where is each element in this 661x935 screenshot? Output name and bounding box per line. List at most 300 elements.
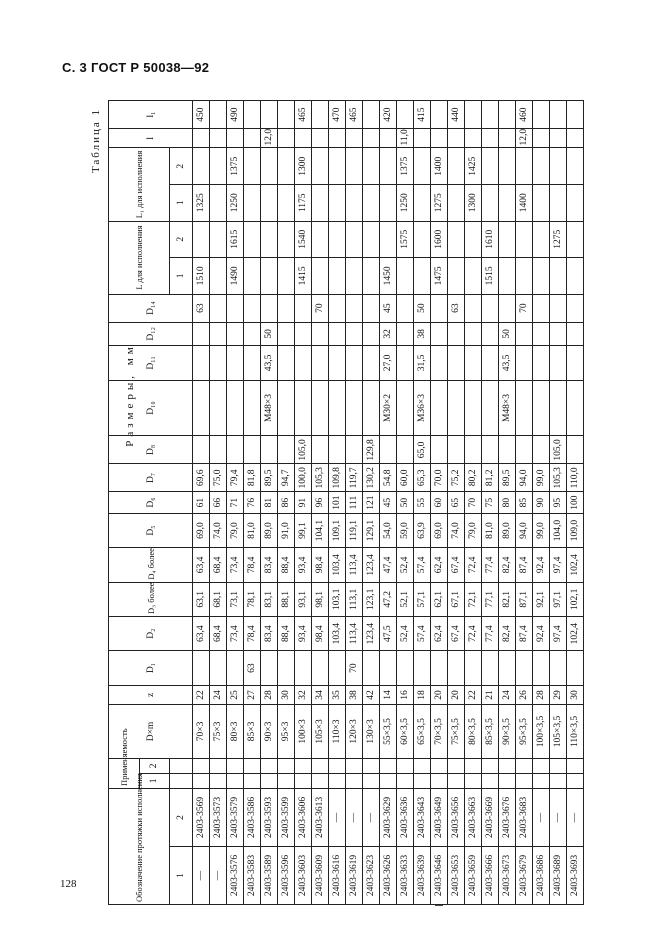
table-cell: 78,4 — [244, 548, 261, 582]
table-cell: 420 — [380, 101, 397, 129]
table-cell: 89,5 — [261, 464, 278, 492]
table-cell: 72,4 — [465, 548, 482, 582]
table-row — [312, 101, 329, 905]
table-cell: 1515 — [482, 258, 499, 295]
table-cell: 18 — [414, 685, 431, 704]
table-cell: 103,4 — [329, 616, 346, 650]
table-cell: 61 — [193, 492, 210, 513]
table-row — [346, 101, 363, 905]
table-cell: 69,6 — [193, 464, 210, 492]
table-cell: 68,4 — [210, 616, 227, 650]
table-cell: 77,1 — [482, 582, 499, 616]
table-cell: 74,0 — [448, 513, 465, 547]
table-row — [465, 101, 482, 905]
table-cell: 2403-3686 — [533, 846, 550, 904]
table-cell: 28 — [261, 685, 278, 704]
table-cell: 72,4 — [465, 616, 482, 650]
table-cell: 89,0 — [261, 513, 278, 547]
table-cell: 25 — [227, 685, 244, 704]
col-d10: D₁₀ — [109, 380, 193, 436]
table-cell: 2403-3586 — [244, 788, 261, 846]
col-d3: D₃ более — [109, 582, 193, 616]
table-cell: 75,2 — [448, 464, 465, 492]
table-row — [261, 101, 278, 905]
footer-dash — [435, 905, 443, 906]
table-cell: 1475 — [431, 258, 448, 295]
table-cell: 2403-3673 — [499, 846, 516, 904]
table-cell: 1375 — [397, 148, 414, 185]
col-z: z — [109, 685, 193, 704]
table-cell: 1250 — [227, 185, 244, 222]
table-cell: 30 — [567, 685, 584, 704]
table-cell: 79,0 — [465, 513, 482, 547]
table-cell: 100,0 — [295, 464, 312, 492]
table-cell: 65,3 — [414, 464, 431, 492]
table-cell: 103,4 — [329, 548, 346, 582]
table-cell: 57,4 — [414, 548, 431, 582]
table-cell: 105×3 — [312, 705, 329, 759]
table-cell: 2403-3599 — [278, 788, 295, 846]
table-cell: 69,0 — [431, 513, 448, 547]
table-cell: 60×3,5 — [397, 705, 414, 759]
table-cell: 465 — [346, 101, 363, 129]
table-cell: 100 — [567, 492, 584, 513]
table-cell: — — [346, 788, 363, 846]
table-cell: 32 — [295, 685, 312, 704]
table-cell: 91,0 — [278, 513, 295, 547]
table-cell: 93,4 — [295, 616, 312, 650]
table-cell: 2403-3619 — [346, 846, 363, 904]
table-cell: 460 — [516, 101, 533, 129]
table-cell: 38 — [346, 685, 363, 704]
table-cell: 27,0 — [380, 346, 397, 380]
table-cell: 123,4 — [363, 548, 380, 582]
table-cell: 100×3,5 — [533, 705, 550, 759]
table-cell: 1300 — [295, 148, 312, 185]
col-app1: 1 — [139, 773, 170, 788]
table-cell: 94,0 — [516, 513, 533, 547]
table-cell: 35 — [329, 685, 346, 704]
table-cell: 2403-3583 — [244, 846, 261, 904]
col-d2: D₂ — [109, 616, 193, 650]
table-cell: 60,0 — [397, 464, 414, 492]
table-row — [499, 101, 516, 905]
table-cell: 2403-3569 — [193, 788, 210, 846]
table-cell: 1325 — [193, 185, 210, 222]
table-cell: 73,4 — [227, 548, 244, 582]
table-cell: 87,4 — [516, 548, 533, 582]
table-cell: 2403-3679 — [516, 846, 533, 904]
table-cell: 1510 — [193, 258, 210, 295]
table-cell: 2403-3573 — [210, 788, 227, 846]
table-cell: 1415 — [295, 258, 312, 295]
table-cell: 1275 — [550, 221, 567, 258]
table-cell: 90×3 — [261, 705, 278, 759]
table-cell: 102,1 — [567, 582, 584, 616]
table-cell: 81 — [261, 492, 278, 513]
table-cell: 129,8 — [363, 436, 380, 464]
table-cell: 105,3 — [550, 464, 567, 492]
table-cell: 90 — [533, 492, 550, 513]
table-cell: — — [550, 788, 567, 846]
table-cell: 70 — [312, 294, 329, 322]
table-cell: 80×3,5 — [465, 705, 482, 759]
table-cell: 79,4 — [227, 464, 244, 492]
table-cell: 62,4 — [431, 616, 448, 650]
table-cell: 2403-3639 — [414, 846, 431, 904]
table-cell: 1300 — [465, 185, 482, 222]
table-cell: 70 — [465, 492, 482, 513]
table-cell: 70,0 — [431, 464, 448, 492]
table-cell: — — [193, 846, 210, 904]
table-cell: 2403-3653 — [448, 846, 465, 904]
col-small-l: l — [109, 129, 193, 148]
table-cell: 2403-3689 — [550, 846, 567, 904]
col-d1: D₁ — [109, 651, 193, 685]
col-l1-exec2: 2 — [170, 148, 193, 185]
table-cell: 82,1 — [499, 582, 516, 616]
table-cell: 440 — [448, 101, 465, 129]
table-cell: 2403-3593 — [261, 788, 278, 846]
table-cell: 73,4 — [227, 616, 244, 650]
table-cell: 20 — [448, 685, 465, 704]
table-cell: 89,0 — [499, 513, 516, 547]
table-cell: 77,4 — [482, 548, 499, 582]
table-cell: 87,4 — [516, 616, 533, 650]
table-cell: 22 — [465, 685, 482, 704]
table-cell: 105,0 — [550, 436, 567, 464]
table-cell: 2403-3636 — [397, 788, 414, 846]
table-cell: 38 — [414, 322, 431, 346]
table-cell: 75,0 — [210, 464, 227, 492]
table-cell: 111 — [346, 492, 363, 513]
table-body — [193, 101, 584, 905]
table-cell: 2403-3603 — [295, 846, 312, 904]
table-cell: 54,8 — [380, 464, 397, 492]
col-d4: D₄ более — [109, 548, 193, 582]
table-cell: 119,7 — [346, 464, 363, 492]
table-cell: 81,0 — [482, 513, 499, 547]
table-cell: 2403-3663 — [465, 788, 482, 846]
col-small-l1: l₁ — [109, 101, 193, 129]
table-cell: 120×3 — [346, 705, 363, 759]
table-row — [431, 101, 448, 905]
table-cell: 60 — [431, 492, 448, 513]
table-cell: 70×3,5 — [431, 705, 448, 759]
table-cell: 90×3,5 — [499, 705, 516, 759]
table-cell: 75×3 — [210, 705, 227, 759]
table-cell: 63,9 — [414, 513, 431, 547]
table-cell: 1400 — [516, 185, 533, 222]
table-cell: 63,1 — [193, 582, 210, 616]
table-cell: 98,4 — [312, 616, 329, 650]
table-cell: 94,0 — [516, 464, 533, 492]
table-cell: 85×3 — [244, 705, 261, 759]
table-cell: 78,4 — [244, 616, 261, 650]
col-l1: L₁ для исполнения — [109, 148, 170, 221]
table-cell: 47,5 — [380, 616, 397, 650]
table-cell: 70 — [346, 651, 363, 685]
table-cell: 91 — [295, 492, 312, 513]
col-l-exec2: 2 — [170, 221, 193, 258]
table-row — [397, 101, 414, 905]
table-cell: 2403-3656 — [448, 788, 465, 846]
table-cell: 29 — [550, 685, 567, 704]
col-d12: D₁₂ — [109, 322, 193, 346]
table-cell: 96 — [312, 492, 329, 513]
table-cell: 74,0 — [210, 513, 227, 547]
table-cell: 73,1 — [227, 582, 244, 616]
table-cell: 78,1 — [244, 582, 261, 616]
table-cell: 1275 — [431, 185, 448, 222]
table-cell: 1250 — [397, 185, 414, 222]
table-cell: 85×3,5 — [482, 705, 499, 759]
table-row — [244, 101, 261, 905]
table-cell: 2403-3643 — [414, 788, 431, 846]
table-cell: 67,1 — [448, 582, 465, 616]
table-cell: 43,5 — [499, 346, 516, 380]
col-d11: D₁₁ — [109, 346, 193, 380]
table-cell: 110×3 — [329, 705, 346, 759]
table-cell: 82,4 — [499, 616, 516, 650]
table-row — [482, 101, 499, 905]
col-l: L для исполнения — [109, 221, 170, 294]
table-cell: 109,8 — [329, 464, 346, 492]
table-row — [380, 101, 397, 905]
table-cell: M48×3 — [499, 380, 516, 436]
table-cell: 32 — [380, 322, 397, 346]
table-cell: 2403-3613 — [312, 788, 329, 846]
table-cell: 63,4 — [193, 616, 210, 650]
table-cell: 490 — [227, 101, 244, 129]
table-cell: — — [363, 788, 380, 846]
table-cell: 87,1 — [516, 582, 533, 616]
table-cell: 100×3 — [295, 705, 312, 759]
table-cell: 2403-3606 — [295, 788, 312, 846]
table-cell: 104,0 — [550, 513, 567, 547]
table-cell: 81,8 — [244, 464, 261, 492]
table-cell: 1540 — [295, 221, 312, 258]
table-cell: 24 — [210, 685, 227, 704]
table-cell: 62,1 — [431, 582, 448, 616]
table-cell: 99,0 — [533, 513, 550, 547]
table-cell: 27 — [244, 685, 261, 704]
table-cell: — — [210, 846, 227, 904]
table-cell: 2403-3596 — [278, 846, 295, 904]
table-cell: 95 — [550, 492, 567, 513]
col-designation: Обозначение протяжки исполнения — [109, 788, 170, 904]
table-cell: 93,1 — [295, 582, 312, 616]
table-cell: 121 — [363, 492, 380, 513]
table-cell: 2403-3646 — [431, 846, 448, 904]
table-row — [550, 101, 567, 905]
table-cell: 16 — [397, 685, 414, 704]
dimensions-table — [108, 100, 584, 905]
col-l-exec1: 1 — [170, 258, 193, 295]
table-cell: 65,0 — [414, 436, 431, 464]
table-caption: Таблица 1 — [90, 108, 102, 174]
table-cell: 1400 — [431, 148, 448, 185]
table-cell: 81,0 — [244, 513, 261, 547]
table-cell: 2403-3626 — [380, 846, 397, 904]
table-cell: 1575 — [397, 221, 414, 258]
table-cell: 2403-3629 — [380, 788, 397, 846]
col-l1-exec1: 1 — [170, 185, 193, 222]
table-cell: 52,4 — [397, 616, 414, 650]
table-cell: 85 — [516, 492, 533, 513]
table-cell: 2403-3659 — [465, 846, 482, 904]
table-cell: 92,1 — [533, 582, 550, 616]
table-cell: 2403-3683 — [516, 788, 533, 846]
table-cell: 2403-3649 — [431, 788, 448, 846]
table-cell: 45 — [380, 294, 397, 322]
table-cell: 92,4 — [533, 548, 550, 582]
table-row — [278, 101, 295, 905]
table-cell: 52,1 — [397, 582, 414, 616]
table-cell: 69,0 — [193, 513, 210, 547]
table-cell: 30 — [278, 685, 295, 704]
table-cell: 103,1 — [329, 582, 346, 616]
table-cell: 101 — [329, 492, 346, 513]
table-cell: 2403-3676 — [499, 788, 516, 846]
table-cell: 63 — [193, 294, 210, 322]
table-cell: 1425 — [465, 148, 482, 185]
table-cell: 129,1 — [363, 513, 380, 547]
table-row — [363, 101, 380, 905]
col-exec2: 2 — [170, 788, 193, 846]
table-cell: 95×3 — [278, 705, 295, 759]
table-cell: 72,1 — [465, 582, 482, 616]
col-d7: D₇ — [109, 464, 193, 492]
table-row — [210, 101, 227, 905]
table-cell: 130×3 — [363, 705, 380, 759]
table-row — [193, 101, 210, 905]
table-cell: 98,1 — [312, 582, 329, 616]
col-app2: 2 — [139, 758, 170, 773]
table-cell: 24 — [499, 685, 516, 704]
table-cell: 82,4 — [499, 548, 516, 582]
table-cell: 110,0 — [567, 464, 584, 492]
table-cell: 1610 — [482, 221, 499, 258]
table-cell: 2403-3579 — [227, 788, 244, 846]
table-cell: 450 — [193, 101, 210, 129]
table-cell: 80,2 — [465, 464, 482, 492]
table-cell: 62,4 — [431, 548, 448, 582]
table-cell: 1450 — [380, 258, 397, 295]
table-cell: 42 — [363, 685, 380, 704]
table-cell: — — [329, 788, 346, 846]
table-cell: 2403-3623 — [363, 846, 380, 904]
table-cell: 79,0 — [227, 513, 244, 547]
table-cell: 65×3,5 — [414, 705, 431, 759]
table-cell: 99,1 — [295, 513, 312, 547]
table-cell: 12,0 — [261, 129, 278, 148]
table-cell: 123,1 — [363, 582, 380, 616]
table-cell: 57,4 — [414, 616, 431, 650]
table-cell: 63 — [244, 651, 261, 685]
table-cell: 59,0 — [397, 513, 414, 547]
table-cell: 83,4 — [261, 616, 278, 650]
table-cell: 98,4 — [312, 548, 329, 582]
table-cell: 110×3,5 — [567, 705, 584, 759]
table-cell: 76 — [244, 492, 261, 513]
col-exec1: 1 — [170, 846, 193, 904]
table-cell: 31,5 — [414, 346, 431, 380]
table-cell: 80×3 — [227, 705, 244, 759]
table-cell: 2403-3633 — [397, 846, 414, 904]
table-cell: 97,1 — [550, 582, 567, 616]
col-d5: D₅ — [109, 513, 193, 547]
table-cell: M48×3 — [261, 380, 278, 436]
table-cell: 102,4 — [567, 548, 584, 582]
table-cell: 88,4 — [278, 548, 295, 582]
table-cell: 94,7 — [278, 464, 295, 492]
table-cell: 89,5 — [499, 464, 516, 492]
table-cell: 2403-3666 — [482, 846, 499, 904]
page-number: 128 — [60, 878, 77, 890]
table-cell: 68,4 — [210, 548, 227, 582]
table-cell: 109,0 — [567, 513, 584, 547]
table-cell: 99,0 — [533, 464, 550, 492]
table-cell: 57,1 — [414, 582, 431, 616]
table-cell: 28 — [533, 685, 550, 704]
table-cell: 20 — [431, 685, 448, 704]
table-cell: 52,4 — [397, 548, 414, 582]
table-cell: 86 — [278, 492, 295, 513]
table-cell: 93,4 — [295, 548, 312, 582]
col-applicability: Применяемость — [109, 758, 140, 788]
table-cell: 105,0 — [295, 436, 312, 464]
table-cell: 66 — [210, 492, 227, 513]
table-cell: 55 — [414, 492, 431, 513]
table-cell: 104,1 — [312, 513, 329, 547]
table-cell: 1600 — [431, 221, 448, 258]
col-dxm: D×m — [109, 705, 193, 759]
col-d6: D₆ — [109, 492, 193, 513]
table-cell: 50 — [499, 322, 516, 346]
table-cell: 50 — [261, 322, 278, 346]
table-cell: 113,4 — [346, 616, 363, 650]
table-cell: 1615 — [227, 221, 244, 258]
table-cell: 26 — [516, 685, 533, 704]
table-cell: 2403-3693 — [567, 846, 584, 904]
table-cell: 63 — [448, 294, 465, 322]
table-cell: 88,1 — [278, 582, 295, 616]
col-d14: D₁₄ — [109, 294, 193, 322]
table-cell: M30×2 — [380, 380, 397, 436]
table-cell: 97,4 — [550, 616, 567, 650]
table-cell: 83,4 — [261, 548, 278, 582]
table-cell: 70×3 — [193, 705, 210, 759]
table-row — [329, 101, 346, 905]
table-cell: 113,1 — [346, 582, 363, 616]
table-cell: 63,4 — [193, 548, 210, 582]
table-cell: 92,4 — [533, 616, 550, 650]
table-row — [448, 101, 465, 905]
table-cell: 102,4 — [567, 616, 584, 650]
table-cell: 105×3,5 — [550, 705, 567, 759]
table-cell: 80 — [499, 492, 516, 513]
table-cell: 123,4 — [363, 616, 380, 650]
table-row — [567, 101, 584, 905]
table-row — [295, 101, 312, 905]
table-cell: 2403-3609 — [312, 846, 329, 904]
table-cell: M36×3 — [414, 380, 431, 436]
table-cell: 21 — [482, 685, 499, 704]
table-cell: 11,0 — [397, 129, 414, 148]
table-cell: 50 — [397, 492, 414, 513]
table-cell: 68,1 — [210, 582, 227, 616]
